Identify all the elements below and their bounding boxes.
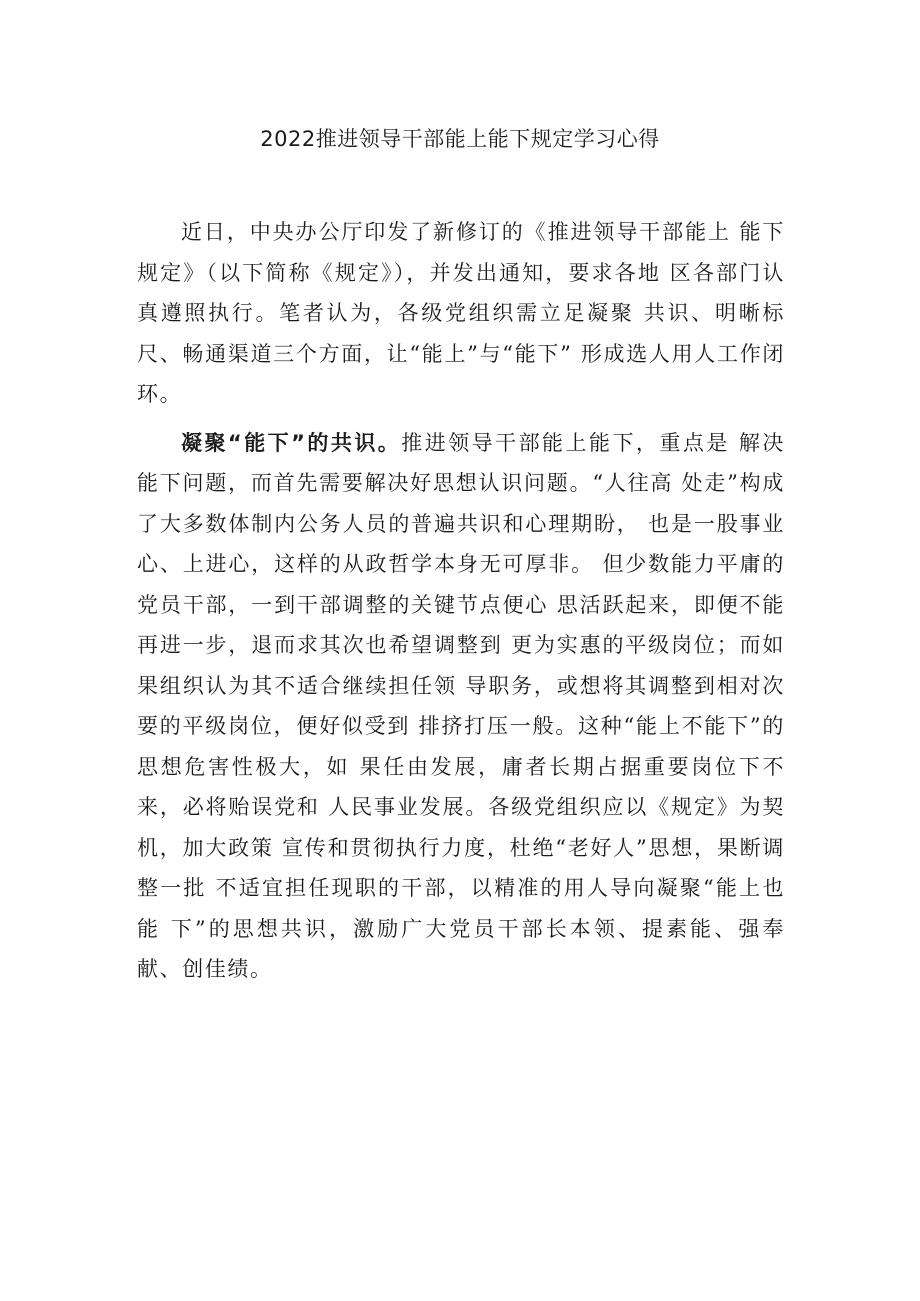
paragraph-2-lead: 凝聚“能下”的共识。 xyxy=(181,430,402,455)
paragraph-1-text: 近日，中央办公厅印发了新修订的《推进领导干部能上 能下规定》（以下简称《规定》），并发出通知，要求各地 区各部门认真遵照执行。笔者认为，各级党组织需立足凝聚 共识、明晰标尺、畅通渠道三个方面，让“能上”与“能下” 形成选人用人工作闭环。 xyxy=(137,220,785,406)
paragraph-2-text: 推进领导干部能上能下，重点是 解决能下问题，而首先需要解决好思想认识问题。“人往高 处走”构成了大多数体制内公务人员的普遍共识和心理期盼， 也是一股事业心、上进心，这样的从政哲学本身无可厚非。 但少数能力平庸的党员干部，一到干部调整的关键节点便心 思活跃起来，即便不能再进一步，退而求其次也希望调整到 更为实惠的平级岗位；而如果组织认为其不适合继续担任领 导职务，或想将其调整到相对次要的平级岗位，便好似受到 排挤打压一般。这种“能上不能下”的思想危害性极大，如 果任由发展，庸者长期占据重要岗位下不来，必将贻误党和 人民事业发展。各级党组织应以《规定》为契机，加大政策 宣传和贯彻执行力度，杜绝“老好人”思想，果断调整一批 不适宜担任现职的干部，以精准的用人导向凝聚“能上也能 下”的思想共识，激励广大党员干部长本领、提素能、强奉献、创佳绩。 xyxy=(137,430,785,981)
paragraph-1 xyxy=(137,212,785,415)
document-body xyxy=(137,212,785,998)
document-title: 2022推进领导干部能上能下规定学习心得 xyxy=(260,127,660,151)
paragraph-2 xyxy=(137,423,785,990)
